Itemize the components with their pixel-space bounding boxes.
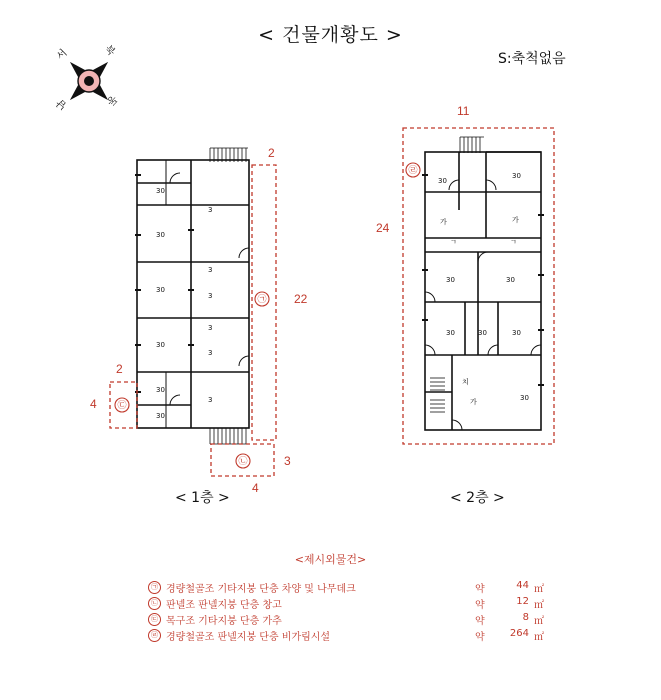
- floor1-plan: [135, 148, 249, 444]
- dim-floor2-11: 11: [457, 104, 470, 118]
- legend-area-unit: ㎡: [534, 600, 544, 611]
- page-title: < 건물개황도 >: [258, 24, 403, 46]
- legend-row: [148, 596, 548, 612]
- legend-area-value: 12: [516, 596, 529, 607]
- svg-text:3: 3: [208, 349, 213, 357]
- legend-description: 경량철골조 기타지붕 단층 차양 및 나무데크: [166, 584, 356, 595]
- svg-text:3: 3: [208, 206, 213, 214]
- dim-floor1-left-2: 2: [116, 362, 123, 376]
- legend-area-value: 44: [516, 580, 529, 591]
- svg-text:30: 30: [512, 172, 521, 180]
- dim-floor1-left-4: 4: [90, 397, 97, 411]
- svg-text:30: 30: [156, 386, 165, 394]
- annex-b-symbol: ㉡: [238, 457, 248, 467]
- svg-text:30: 30: [520, 394, 529, 402]
- svg-text:30: 30: [156, 341, 165, 349]
- svg-text:ㄱ: ㄱ: [450, 238, 457, 246]
- legend-description: 경량철골조 판넬지붕 단층 비가림시설: [166, 632, 331, 643]
- svg-text:가: 가: [440, 218, 447, 226]
- svg-text:30: 30: [506, 276, 515, 284]
- legend-symbol: ㉠: [148, 581, 161, 594]
- svg-text:30: 30: [156, 231, 165, 239]
- svg-text:30: 30: [512, 329, 521, 337]
- dim-floor1-bottom-4: 4: [252, 481, 259, 495]
- svg-text:30: 30: [446, 276, 455, 284]
- svg-text:30: 30: [438, 177, 447, 185]
- annex-a-symbol: ㉠: [257, 295, 267, 305]
- compass-south-label: 남: [54, 96, 70, 112]
- svg-text:가: 가: [512, 216, 519, 224]
- legend-symbol: ㉢: [148, 613, 161, 626]
- svg-text:3: 3: [208, 292, 213, 300]
- floor2-label: < 2층 >: [450, 490, 505, 506]
- legend-approx: 약: [475, 584, 485, 595]
- legend-symbol: ㉡: [148, 597, 161, 610]
- svg-text:3: 3: [208, 266, 213, 274]
- floor1-label: < 1층 >: [175, 490, 230, 506]
- svg-text:30: 30: [478, 329, 487, 337]
- svg-text:30: 30: [156, 412, 165, 420]
- legend-table: [148, 580, 548, 644]
- compass-east-label: 동: [104, 92, 119, 108]
- legend-area-unit: ㎡: [534, 616, 544, 627]
- svg-text:30: 30: [446, 329, 455, 337]
- legend-row: [148, 628, 548, 644]
- dim-floor2-24: 24: [376, 221, 390, 235]
- legend-area-value: 8: [522, 612, 529, 623]
- legend-area-unit: ㎡: [534, 632, 544, 643]
- legend-approx: 약: [475, 600, 485, 611]
- svg-text:가: 가: [470, 398, 477, 406]
- svg-text:30: 30: [156, 286, 165, 294]
- svg-text:치: 치: [462, 378, 469, 386]
- legend-area-value: 264: [509, 628, 529, 639]
- legend-symbol: ㉣: [148, 629, 161, 642]
- annex-c-symbol: ㉢: [117, 401, 127, 411]
- dim-floor1-22: 22: [294, 292, 308, 306]
- svg-text:30: 30: [156, 187, 165, 195]
- compass-north-label: 북: [102, 43, 117, 59]
- svg-text:3: 3: [208, 396, 213, 404]
- scale-note: S:축척없음: [498, 51, 566, 67]
- legend-row: [148, 580, 548, 596]
- svg-text:ㄱ: ㄱ: [510, 238, 517, 246]
- compass-west-label: 서: [54, 47, 70, 63]
- dim-floor1-top-2: 2: [268, 146, 275, 160]
- dim-floor1-3: 3: [284, 454, 291, 468]
- annex-d-symbol: ㉣: [408, 166, 418, 176]
- legend-area-unit: ㎡: [534, 584, 544, 595]
- svg-text:3: 3: [208, 324, 213, 332]
- legend-approx: 약: [475, 632, 485, 643]
- legend-title: <제시외물건>: [294, 553, 367, 566]
- legend-description: 판넬조 판넬지붕 단층 창고: [166, 600, 282, 611]
- legend-description: 목구조 기타지붕 단층 가추: [166, 616, 282, 627]
- legend-row: [148, 612, 548, 628]
- legend-approx: 약: [475, 616, 485, 627]
